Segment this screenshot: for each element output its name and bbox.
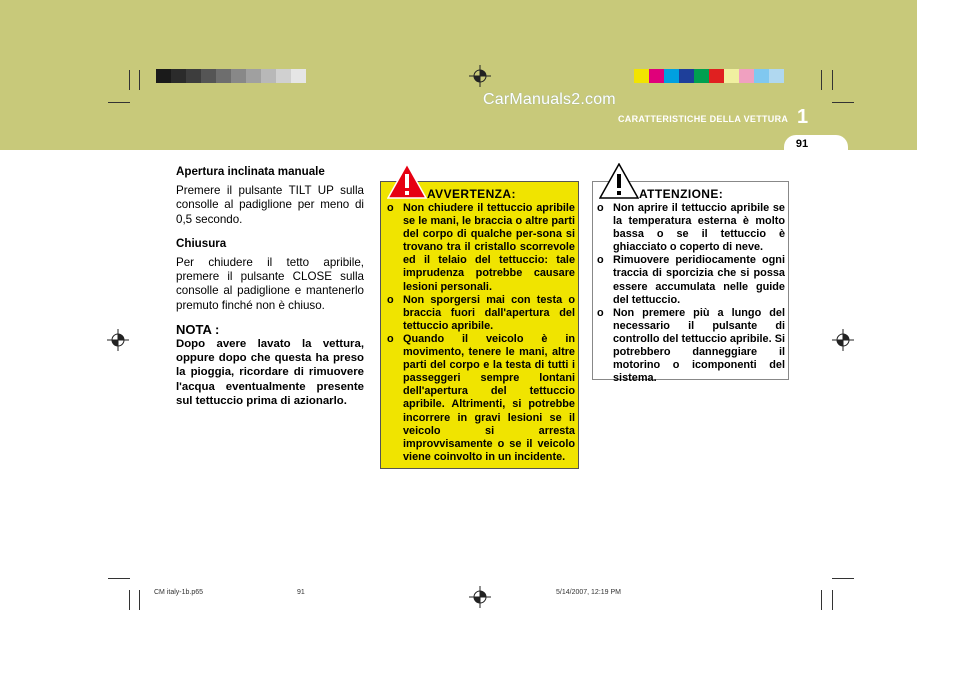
warning-title: AVVERTENZA: (427, 187, 516, 201)
gray-swatch (231, 69, 246, 83)
crop-mark (108, 578, 130, 579)
color-swatch (694, 69, 709, 83)
gray-swatch (156, 69, 171, 83)
color-swatch (664, 69, 679, 83)
crop-mark (821, 590, 822, 610)
color-swatch (739, 69, 754, 83)
registration-mark-icon (832, 329, 854, 351)
gray-swatch (276, 69, 291, 83)
paragraph-tilt: Premere il pulsante TILT UP sulla consolle al padiglione per meno di 0,5 secondo. (176, 184, 364, 226)
gray-swatch (291, 69, 306, 83)
gray-swatch (246, 69, 261, 83)
registration-mark-icon (107, 329, 129, 351)
caution-item: o Rimuovere peridiocamente ogni traccia di sporcizia che si possa essere accumulata nelle guide del tettuccio. (597, 254, 785, 306)
caution-title: ATTENZIONE: (639, 187, 724, 201)
color-swatch (649, 69, 664, 83)
caution-list (597, 202, 785, 385)
crop-mark (139, 590, 140, 610)
crop-mark (139, 70, 140, 90)
note-title: NOTA : (176, 321, 220, 337)
watermark-link[interactable]: CarManuals2.com (483, 91, 616, 108)
warning-list (387, 202, 575, 464)
footer-file: CM italy-1b.p65 (154, 589, 204, 596)
grayscale-calibration-bar (156, 69, 306, 83)
heading-closing: Chiusura (176, 236, 227, 250)
crop-mark (129, 70, 130, 90)
section-title: CARATTERISTICHE DELLA VETTURA (618, 114, 789, 124)
color-swatch (679, 69, 694, 83)
registration-mark-icon (469, 586, 491, 608)
heading-manual-tilt: Apertura inclinata manuale (176, 165, 325, 178)
crop-mark (832, 578, 854, 579)
color-swatch (634, 69, 649, 83)
color-swatch (754, 69, 769, 83)
body-column (176, 165, 364, 408)
gray-swatch (216, 69, 231, 83)
paragraph-closing: Per chiudere il tetto apribile, premere il pulsante CLOSE sulla consolle al padiglione e mantenerlo premuto finché non è chiuso. (176, 256, 364, 312)
warning-item: o Non chiudere il tettuccio apribile se le mani, le braccia o altre parti del corpo di qualche per-sona si trovano tra il cristallo scorrevole ed il telaio del tettuccio: tale imprudenza potrebbe causare lesioni personali. (387, 202, 575, 293)
gray-swatch (201, 69, 216, 83)
warning-box (380, 181, 579, 469)
exclamation-triangle-icon (599, 163, 639, 199)
color-swatch (769, 69, 784, 83)
caution-box (592, 181, 789, 385)
crop-mark (832, 70, 833, 90)
warning-item: o Quando il veicolo è in movimento, tenere le mani, altre parti del corpo e la testa di tutti i passeggeri sempre lontani dell'apertura del tettuccio apribile. Altrimenti, si potrebbe incorrere in gravi lesioni se il veicolo si arresta improvvisamente o se il veicolo viene coinvolto in un incidente. (387, 332, 575, 463)
color-swatch (724, 69, 739, 83)
exclamation-triangle-icon (387, 163, 427, 199)
crop-mark (129, 590, 130, 610)
registration-mark-icon (469, 65, 491, 87)
chapter-number: 1 (797, 106, 809, 128)
crop-mark (832, 590, 833, 610)
caution-item: o Non aprire il tettuccio apribile se la temperatura esterna è molto bassa o se il tettuccio è ghiacciato o coperto di neve. (597, 202, 785, 254)
page-number: 91 (795, 138, 809, 150)
color-swatch (709, 69, 724, 83)
gray-swatch (171, 69, 186, 83)
warning-item: o Non sporgersi mai con testa o braccia fuori dall'apertura del tettuccio apribile. (387, 293, 575, 332)
color-calibration-bar (634, 69, 784, 83)
footer-date: 5/14/2007, 12:19 PM (556, 589, 621, 596)
note-text: Dopo avere lavato la vettura, oppure dopo che questa ha preso la pioggia, ricordare di rimuovere l'acqua eventualmente presente sul tettuccio prima di azionarlo. (176, 338, 364, 407)
caution-item: o Non premere più a lungo del necessario il pulsante di controllo del tettuccio apribile. Si potrebbero danneggiare il motorino o icomponenti del sistema. (597, 306, 785, 385)
crop-mark (108, 102, 130, 103)
gray-swatch (186, 69, 201, 83)
gray-swatch (261, 69, 276, 83)
crop-mark (832, 102, 854, 103)
crop-mark (821, 70, 822, 90)
footer-page: 91 (297, 589, 305, 596)
